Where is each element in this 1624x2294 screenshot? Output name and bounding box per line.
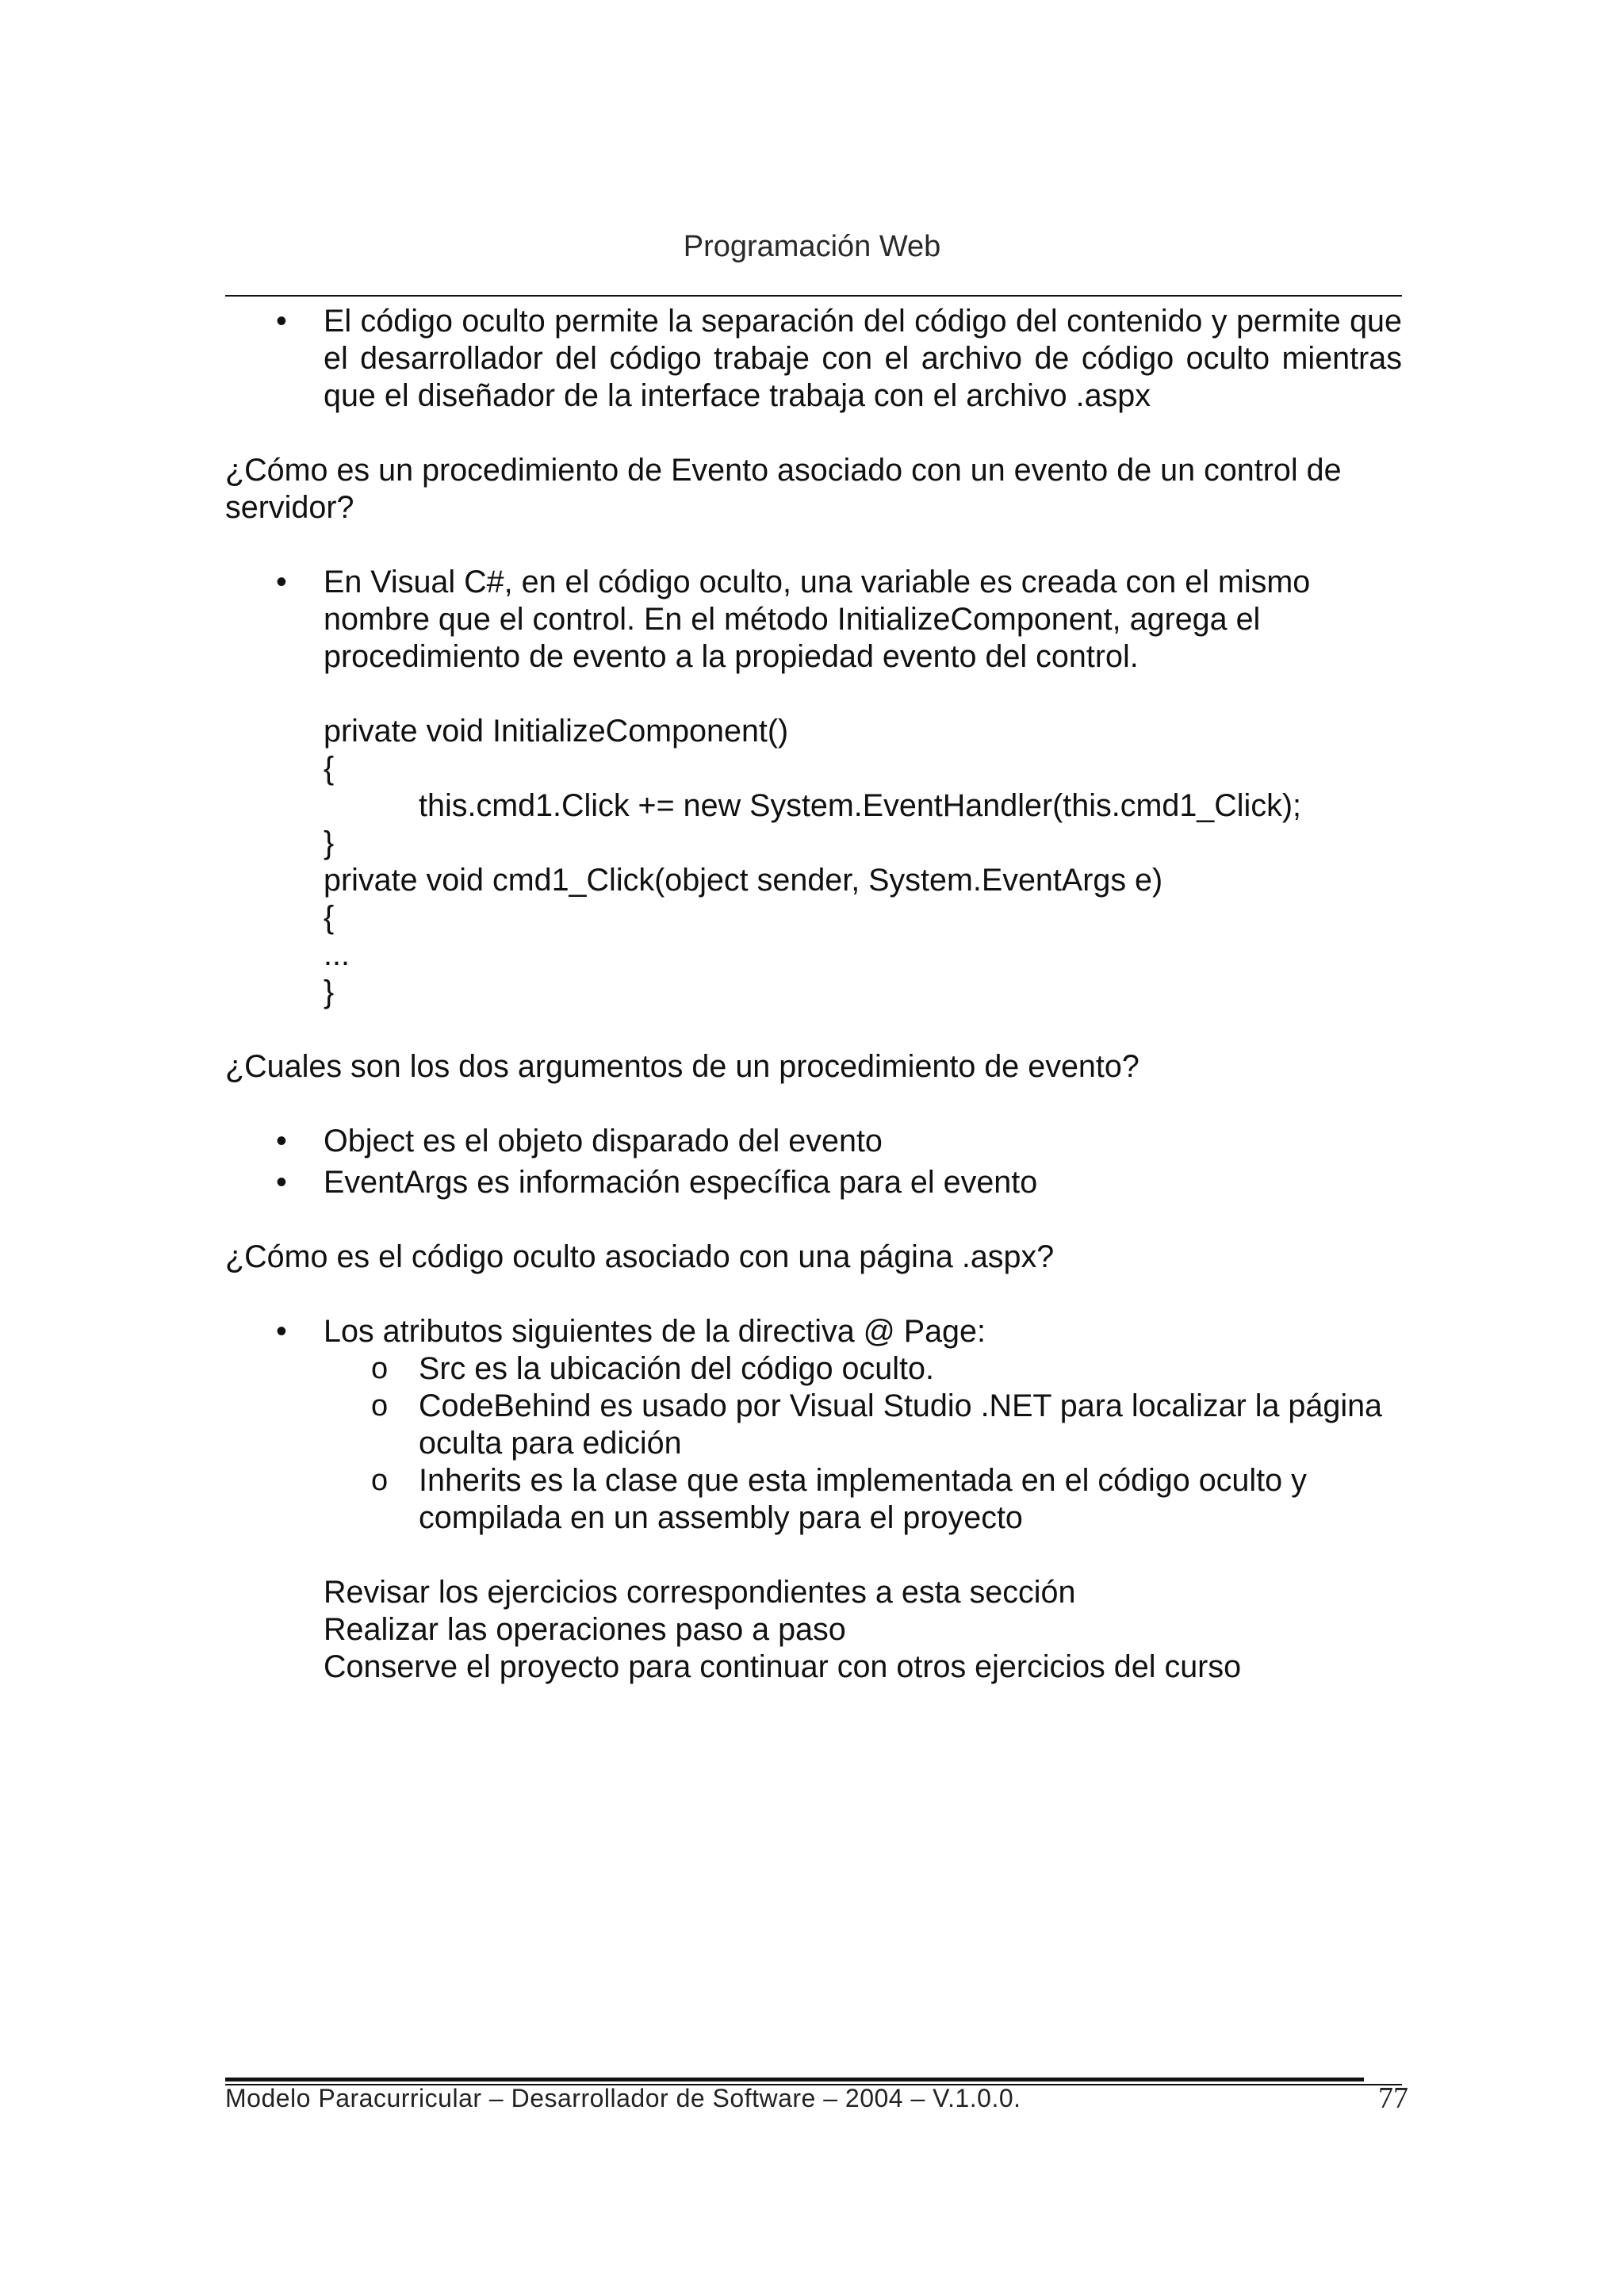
instruction-line: Conserve el proyecto para continuar con otros ejercicios del curso <box>324 1649 1242 1684</box>
code-block <box>225 713 1402 1011</box>
question-2: ¿Cuales son los dos argumentos de un procedimiento de evento? <box>225 1049 1139 1084</box>
code-line: private void cmd1_Click(object sender, System.EventArgs e) <box>324 863 1163 898</box>
code-line: { <box>324 751 335 786</box>
q1-bullet-list <box>225 564 1402 676</box>
list-item <box>225 1313 1402 1537</box>
code-line: ... <box>324 937 350 972</box>
list-item: • En Visual C#, en el código oculto, una variable es creada con el mismo nombre que el control. En el método InitializeComponent, agrega el procedimiento de evento a la propiedad evento del control. <box>225 564 1402 676</box>
question-3: ¿Cómo es el código oculto asociado con una página .aspx? <box>225 1239 1055 1274</box>
footer-text: Modelo Paracurricular – Desarrollador de Software – 2004 – V.1.0.0. <box>225 2084 1021 2112</box>
footer-divider-thick <box>225 2078 1364 2081</box>
code-line: private void InitializeComponent() <box>324 714 789 749</box>
closing-instructions <box>225 1574 1402 1686</box>
sub-list <box>225 1350 1402 1537</box>
list-item: • Object es el objeto disparado del evento <box>225 1123 1402 1160</box>
header-divider <box>225 295 1402 297</box>
code-line: { <box>324 900 335 935</box>
sub-list-item: o CodeBehind es usado por Visual Studio .NET para localizar la página oculta para edición <box>324 1388 1402 1462</box>
instruction-line: Revisar los ejercicios correspondientes a esta sección <box>324 1575 1076 1610</box>
list-item-label: Los atributos siguientes de la directiva @ Page: <box>324 1314 986 1349</box>
code-line: this.cmd1.Click += new System.EventHandler(this.cmd1_Click); <box>419 788 1301 823</box>
intro-bullet-list <box>225 303 1402 415</box>
list-item: • El código oculto permite la separación del código del contenido y permite que el desarrollador del código trabaje con el archivo de código oculto mientras que el diseñador de la interface trabaja con el archivo .aspx <box>225 303 1402 415</box>
sub-list-item: o Inherits es la clase que esta implementada en el código oculto y compilada en un assembly para el proyecto <box>324 1462 1402 1537</box>
list-item: • EventArgs es información específica para el evento <box>225 1164 1402 1201</box>
question-1: ¿Cómo es un procedimiento de Evento asociado con un evento de un control de servidor? <box>225 453 1342 525</box>
q3-bullet-list <box>225 1313 1402 1537</box>
q2-bullet-list <box>225 1123 1402 1201</box>
instruction-line: Realizar las operaciones paso a paso <box>324 1612 846 1647</box>
code-line: } <box>324 825 335 860</box>
page-header-title: Programación Web <box>683 230 941 263</box>
code-line: } <box>324 975 335 1009</box>
page-content <box>225 303 1402 1686</box>
sub-list-item: o Src es la ubicación del código oculto. <box>324 1350 1402 1388</box>
page-number: 77 <box>1378 2081 1408 2115</box>
